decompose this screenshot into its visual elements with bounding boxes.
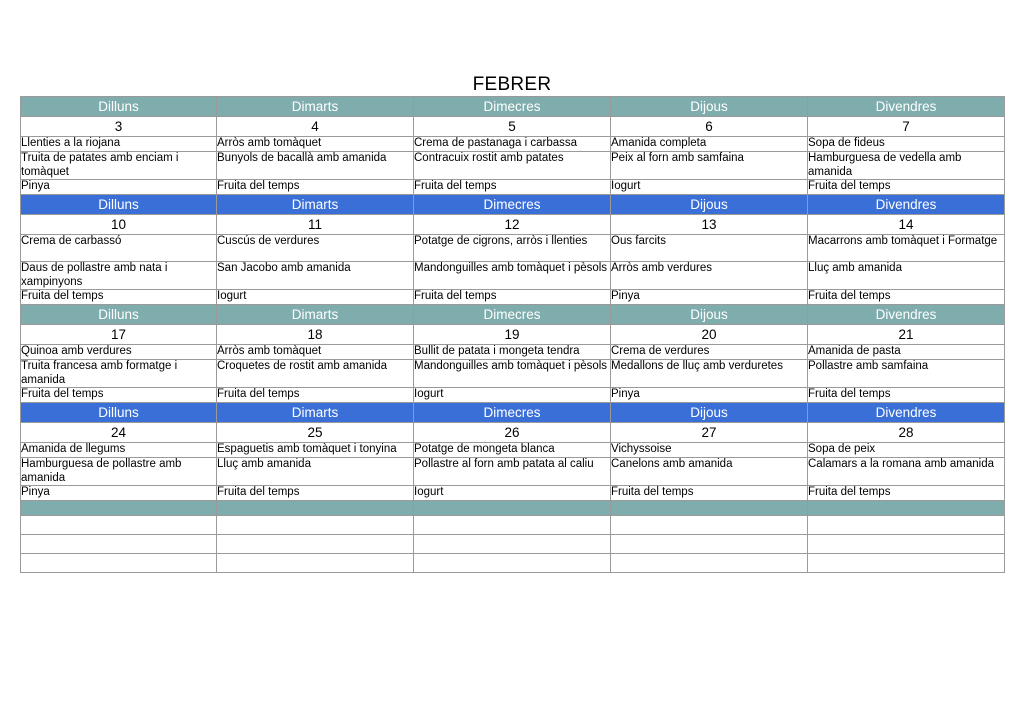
second-course-row <box>21 458 1005 486</box>
day-number: 12 <box>414 215 611 235</box>
menu-dessert: Fruita del temps <box>414 180 611 195</box>
menu-first-course: Crema de carbassó <box>21 235 217 262</box>
week-header-row <box>21 305 1005 325</box>
menu-second-course: Mandonguilles amb tomàquet i pèsols <box>414 360 611 388</box>
day-number: 6 <box>611 117 808 137</box>
menu-first-course: Sopa de fideus <box>808 137 1005 152</box>
day-number: 25 <box>217 423 414 443</box>
menu-dessert: Iogurt <box>414 486 611 501</box>
footer-banner-row <box>21 501 1005 516</box>
footer-empty-cell <box>611 535 808 554</box>
dessert-row <box>21 388 1005 403</box>
first-course-row <box>21 443 1005 458</box>
day-number: 27 <box>611 423 808 443</box>
footer-banner-cell <box>808 501 1005 516</box>
menu-first-course: Vichyssoise <box>611 443 808 458</box>
menu-first-course: Potatge de cigrons, arròs i llenties <box>414 235 611 262</box>
second-course-row <box>21 360 1005 388</box>
menu-dessert: Fruita del temps <box>808 486 1005 501</box>
menu-first-course: Macarrons amb tomàquet i Formatge <box>808 235 1005 262</box>
menu-second-course: Bunyols de bacallà amb amanida <box>217 152 414 180</box>
week-header-row <box>21 403 1005 423</box>
menu-dessert: Fruita del temps <box>21 388 217 403</box>
dessert-row <box>21 486 1005 501</box>
menu-dessert: Pinya <box>611 290 808 305</box>
footer-empty-cell <box>21 535 217 554</box>
day-header-divendres: Divendres <box>808 97 1005 117</box>
day-number: 17 <box>21 325 217 345</box>
day-header-dijous: Dijous <box>611 403 808 423</box>
day-number: 7 <box>808 117 1005 137</box>
menu-second-course: Lluç amb amanida <box>808 262 1005 290</box>
footer-empty-row <box>21 535 1005 554</box>
day-header-dimecres: Dimecres <box>414 97 611 117</box>
menu-second-course: Arròs amb verdures <box>611 262 808 290</box>
day-header-divendres: Divendres <box>808 195 1005 215</box>
menu-second-course: Pollastre al forn amb patata al caliu <box>414 458 611 486</box>
week-number-row <box>21 215 1005 235</box>
menu-second-course: San Jacobo amb amanida <box>217 262 414 290</box>
footer-empty-cell <box>21 554 217 573</box>
menu-dessert: Iogurt <box>414 388 611 403</box>
footer-empty-cell <box>414 516 611 535</box>
menu-dessert: Fruita del temps <box>217 180 414 195</box>
menu-first-course: Arròs amb tomàquet <box>217 137 414 152</box>
menu-dessert: Fruita del temps <box>808 180 1005 195</box>
menu-dessert: Fruita del temps <box>217 388 414 403</box>
menu-dessert: Fruita del temps <box>21 290 217 305</box>
footer-empty-cell <box>21 516 217 535</box>
footer-empty-cell <box>217 535 414 554</box>
week-number-row <box>21 325 1005 345</box>
day-header-dimarts: Dimarts <box>217 195 414 215</box>
menu-second-course: Peix al forn amb samfaina <box>611 152 808 180</box>
week-header-row <box>21 195 1005 215</box>
menu-second-course: Croquetes de rostit amb amanida <box>217 360 414 388</box>
day-header-dimecres: Dimecres <box>414 195 611 215</box>
week-number-row <box>21 117 1005 137</box>
menu-dessert: Fruita del temps <box>808 388 1005 403</box>
menu-first-course: Amanida de llegums <box>21 443 217 458</box>
menu-dessert: Pinya <box>21 486 217 501</box>
footer-empty-cell <box>217 554 414 573</box>
day-header-dilluns: Dilluns <box>21 403 217 423</box>
menu-dessert: Iogurt <box>611 180 808 195</box>
day-number: 21 <box>808 325 1005 345</box>
menu-first-course: Llenties a la riojana <box>21 137 217 152</box>
page-title: FEBRER <box>472 74 552 95</box>
menu-dessert: Iogurt <box>217 290 414 305</box>
day-header-dijous: Dijous <box>611 195 808 215</box>
menu-first-course: Bullit de patata i mongeta tendra <box>414 345 611 360</box>
menu-dessert: Fruita del temps <box>808 290 1005 305</box>
second-course-row <box>21 152 1005 180</box>
menu-first-course: Crema de verdures <box>611 345 808 360</box>
day-number: 5 <box>414 117 611 137</box>
menu-second-course: Canelons amb amanida <box>611 458 808 486</box>
footer-empty-cell <box>217 516 414 535</box>
day-number: 11 <box>217 215 414 235</box>
menu-calendar-table <box>20 96 1005 573</box>
menu-dessert: Fruita del temps <box>611 486 808 501</box>
menu-first-course: Ous farcits <box>611 235 808 262</box>
menu-first-course: Sopa de peix <box>808 443 1005 458</box>
day-number: 4 <box>217 117 414 137</box>
menu-second-course: Daus de pollastre amb nata i xampinyons <box>21 262 217 290</box>
day-header-dimarts: Dimarts <box>217 305 414 325</box>
footer-empty-cell <box>611 554 808 573</box>
dessert-row <box>21 290 1005 305</box>
footer-banner-cell <box>21 501 217 516</box>
day-number: 24 <box>21 423 217 443</box>
day-header-dimecres: Dimecres <box>414 403 611 423</box>
menu-second-course: Truita de patates amb enciam i tomàquet <box>21 152 217 180</box>
day-header-dijous: Dijous <box>611 305 808 325</box>
menu-dessert: Fruita del temps <box>414 290 611 305</box>
menu-dessert: Fruita del temps <box>217 486 414 501</box>
footer-empty-cell <box>808 516 1005 535</box>
day-number: 14 <box>808 215 1005 235</box>
menu-dessert: Pinya <box>21 180 217 195</box>
day-header-dilluns: Dilluns <box>21 97 217 117</box>
menu-first-course: Arròs amb tomàquet <box>217 345 414 360</box>
menu-second-course: Pollastre amb samfaina <box>808 360 1005 388</box>
first-course-row <box>21 137 1005 152</box>
day-number: 18 <box>217 325 414 345</box>
footer-empty-cell <box>414 554 611 573</box>
footer-empty-row <box>21 516 1005 535</box>
menu-first-course: Potatge de mongeta blanca <box>414 443 611 458</box>
menu-first-course: Amanida de pasta <box>808 345 1005 360</box>
day-header-divendres: Divendres <box>808 403 1005 423</box>
footer-banner-cell <box>611 501 808 516</box>
day-number: 28 <box>808 423 1005 443</box>
day-number: 19 <box>414 325 611 345</box>
day-header-dimecres: Dimecres <box>414 305 611 325</box>
day-header-dijous: Dijous <box>611 97 808 117</box>
day-header-dilluns: Dilluns <box>21 305 217 325</box>
menu-dessert: Pinya <box>611 388 808 403</box>
menu-second-course: Medallons de lluç amb verduretes <box>611 360 808 388</box>
menu-second-course: Contracuix rostit amb patates <box>414 152 611 180</box>
day-number: 26 <box>414 423 611 443</box>
footer-empty-row <box>21 554 1005 573</box>
menu-second-course: Lluç amb amanida <box>217 458 414 486</box>
second-course-row <box>21 262 1005 290</box>
day-number: 3 <box>21 117 217 137</box>
menu-first-course: Amanida completa <box>611 137 808 152</box>
week-header-row <box>21 97 1005 117</box>
week-number-row <box>21 423 1005 443</box>
day-header-dilluns: Dilluns <box>21 195 217 215</box>
first-course-row <box>21 345 1005 360</box>
menu-first-course: Quinoa amb verdures <box>21 345 217 360</box>
footer-empty-cell <box>808 535 1005 554</box>
footer-empty-cell <box>414 535 611 554</box>
day-number: 10 <box>21 215 217 235</box>
footer-empty-cell <box>611 516 808 535</box>
menu-second-course: Hamburguesa de pollastre amb amanida <box>21 458 217 486</box>
dessert-row <box>21 180 1005 195</box>
day-header-divendres: Divendres <box>808 305 1005 325</box>
menu-first-course: Espaguetis amb tomàquet i tonyina <box>217 443 414 458</box>
footer-banner-cell <box>217 501 414 516</box>
footer-banner-cell <box>414 501 611 516</box>
menu-first-course: Crema de pastanaga i carbassa <box>414 137 611 152</box>
footer-empty-cell <box>808 554 1005 573</box>
day-number: 13 <box>611 215 808 235</box>
day-header-dimarts: Dimarts <box>217 403 414 423</box>
menu-first-course: Cuscús de verdures <box>217 235 414 262</box>
menu-second-course: Mandonguilles amb tomàquet i pèsols <box>414 262 611 290</box>
menu-second-course: Truita francesa amb formatge i amanida <box>21 360 217 388</box>
day-number: 20 <box>611 325 808 345</box>
menu-second-course: Calamars a la romana amb amanida <box>808 458 1005 486</box>
menu-second-course: Hamburguesa de vedella amb amanida <box>808 152 1005 180</box>
day-header-dimarts: Dimarts <box>217 97 414 117</box>
first-course-row <box>21 235 1005 262</box>
